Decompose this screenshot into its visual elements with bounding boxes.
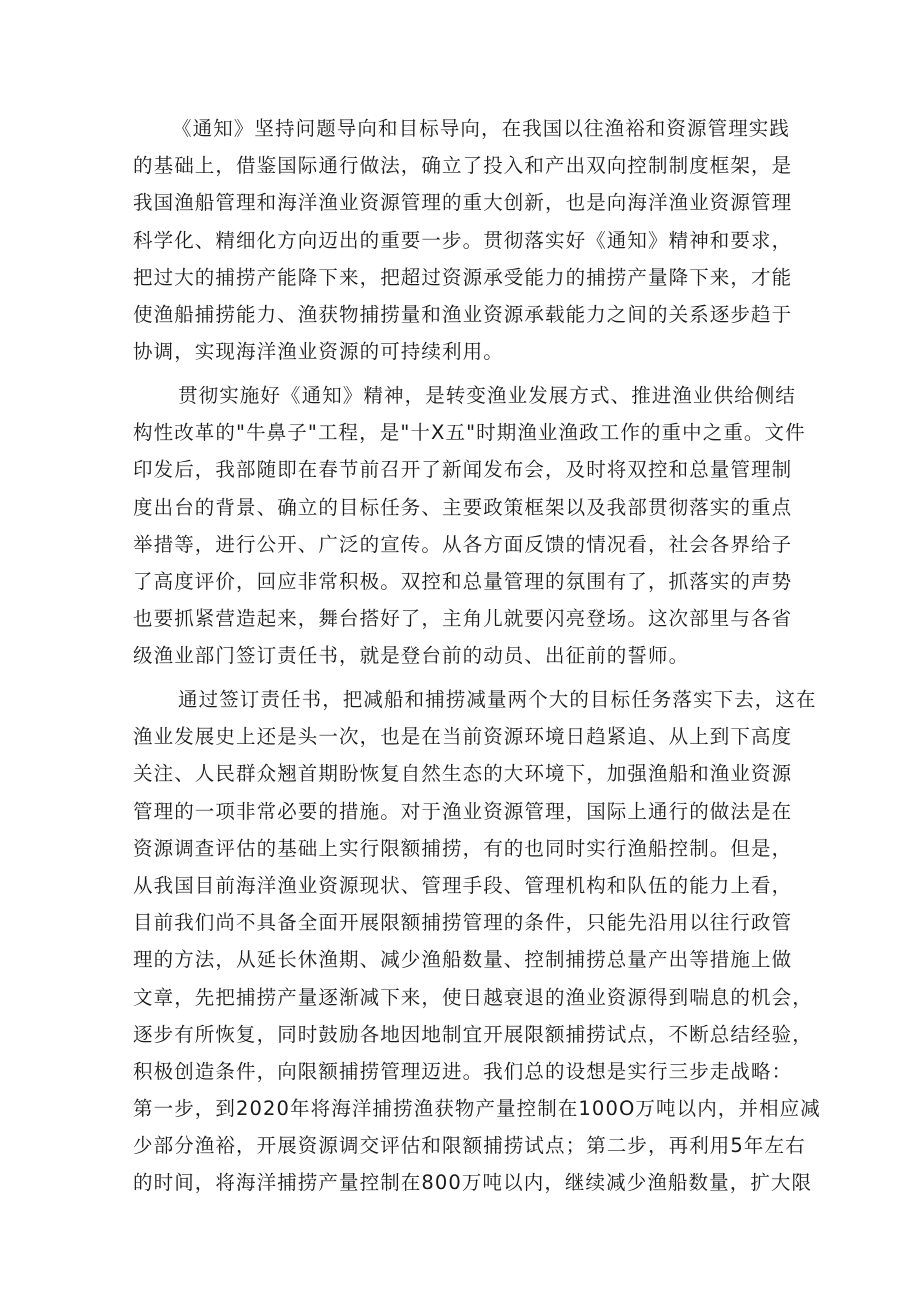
text-line: 印发后，我部随即在春节前召开了新闻发布会，及时将双控和总量管理制 [133,458,793,482]
text-line: 举措等，进行公开、广泛的宣传。从各方面反馈的情况看，社会各界给子 [133,532,793,556]
paragraph-3 [133,681,821,1202]
text-line: 把过大的捕捞产能降下来，把超过资源承受能力的捕捞产量降下来，才能 [133,265,793,289]
text-line: 的时间，将海洋捕捞产量控制在800万吨以内，继续减少渔船数量，扩大限 [133,1171,813,1195]
text-line: 文章，先把捕捞产量逐渐减下来，使日越衰退的渔业资源得到喘息的机会， [133,985,813,1009]
text-line: 我国渔船管理和海洋渔业资源管理的重大创新，也是向海洋渔业资源管理 [133,191,793,215]
paragraph-1 [133,110,791,370]
text-line: 构性改革的"牛鼻子"工程，是"十X五"时期渔业渔政工作的重中之重。文件 [133,421,806,445]
text-line: 理的方法，从延长休渔期、减少渔船数量、控制捕捞总量产出等措施上做 [133,948,793,972]
text-line: 的基础上，借鉴国际通行做法，确立了投入和产出双向控制制度框架，是 [133,154,793,178]
text-line: 第一步，到2020年将海洋捕捞渔获物产量控制在100O万吨以内，并相应减 [133,1097,821,1121]
text-line: 少部分渔裕，开展资源调交评估和限额捕捞试点；第二步，再利用5年左右 [133,1134,806,1158]
text-line: 科学化、精细化方向迈出的重要一步。贯彻落实好《通知》精神和要求， [133,228,793,252]
text-line: 了高度评价，回应非常积极。双控和总量管理的氛围有了，抓落实的声势 [133,569,793,593]
text-line: 目前我们尚不具备全面开展限额捕捞管理的条件，只能先沿用以往行政管 [133,911,793,935]
text-line: 管理的一项非常必要的措施。对于渔业资源管理，国际上通行的做法是在 [133,799,793,823]
text-line: 使渔船捕捞能力、渔获物捕捞量和渔业资源承载能力之间的关系逐步趋于 [133,302,793,326]
text-line: 逐步有所恢复，同时鼓励各地因地制宜开展限额捕捞试点，不断总结经验， [133,1022,813,1046]
text-line: 资源调查评估的基础上实行限额捕捞，有的也同时实行渔船控制。但是， [133,836,793,860]
text-line: 协调，实现海洋渔业资源的可持续利用。 [133,340,504,364]
text-line: 贯彻实施好《通知》精神，是转变渔业发展方式、推进渔业供给侧结 [178,384,797,407]
text-line: 渔业发展史上还是头一次，也是在当前资源环境日趋紧追、从上到下高度 [133,725,793,749]
text-line: 级渔业部门签订责任书，就是登台前的动员、出征前的誓师。 [133,644,690,668]
paragraph-2 [133,377,806,675]
text-line: 通过签订责任书，把减船和捕捞减量两个大的目标任务落实下去，这在 [178,688,817,711]
text-line: 从我国目前海洋渔业资源现状、管理手段、管理机构和队伍的能力上看， [133,873,793,897]
text-line: 积极创造条件，向限额捕捞管理迈进。我们总的设想是实行三步走战略： [133,1059,793,1083]
text-line: 关注、人民群众翘首期盼恢复自然生态的大环境下，加强渔船和渔业资源 [133,762,793,786]
text-line: 度出台的背景、确立的目标任务、主要政策框架以及我部贯彻落实的重点 [133,495,793,519]
text-line: 《通知》坚持问题导向和目标导向，在我国以往渔裕和资源管理实践 [172,117,791,140]
text-line: 也要抓紧营造起来，舞台搭好了，主角儿就要闪亮登场。这次部里与各省 [133,607,793,631]
